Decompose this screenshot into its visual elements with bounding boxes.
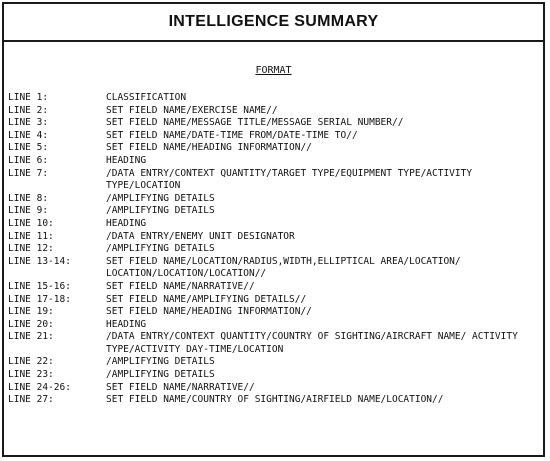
line-text: HEADING <box>106 318 147 330</box>
format-line <box>8 243 539 256</box>
line-label: LINE 2: <box>8 104 49 116</box>
line-label: LINE 10: <box>8 217 54 229</box>
line-text: /AMPLIFYING DETAILS <box>106 356 215 368</box>
line-label: LINE 20: <box>8 318 54 330</box>
line-label: LINE 13-14: <box>8 255 71 267</box>
format-line <box>8 105 539 118</box>
document-frame <box>2 2 545 457</box>
line-text: /AMPLIFYING DETAILS <box>106 192 215 204</box>
line-text: SET FIELD NAME/NARRATIVE// <box>106 381 255 393</box>
line-text: HEADING <box>106 154 147 166</box>
line-text: /AMPLIFYING DETAILS <box>106 205 215 217</box>
line-text: SET FIELD NAME/EXERCISE NAME// <box>106 104 278 116</box>
line-label: LINE 4: <box>8 129 49 141</box>
line-text: /AMPLIFYING DETAILS <box>106 369 215 381</box>
line-label: LINE 23: <box>8 369 54 381</box>
line-label: LINE 9: <box>8 205 49 217</box>
format-line <box>8 331 539 356</box>
line-text: CLASSIFICATION <box>106 92 187 103</box>
format-line <box>8 218 539 231</box>
line-text: SET FIELD NAME/MESSAGE TITLE/MESSAGE SERIAL NUMBER// <box>106 117 404 129</box>
line-text: SET FIELD NAME/AMPLIFYING DETAILS// <box>106 293 307 305</box>
format-line <box>8 382 539 395</box>
document-title: INTELLIGENCE SUMMARY <box>4 4 543 42</box>
line-label: LINE 21: <box>8 331 54 343</box>
line-label: LINE 5: <box>8 142 49 154</box>
line-label: LINE 15-16: <box>8 280 71 292</box>
format-lines <box>8 92 539 407</box>
format-line <box>8 394 539 407</box>
line-label: LINE 17-18: <box>8 293 71 305</box>
format-line <box>8 117 539 130</box>
format-line <box>8 231 539 244</box>
format-line <box>8 306 539 319</box>
line-label: LINE 11: <box>8 230 54 242</box>
line-label: LINE 12: <box>8 243 54 255</box>
format-line <box>8 142 539 155</box>
line-text: SET FIELD NAME/NARRATIVE// <box>106 280 255 292</box>
line-text: /DATA ENTRY/CONTEXT QUANTITY/COUNTRY OF SIGHTING/AIRCRAFT NAME/ ACTIVITY TYPE/ACTIVITY DAY-TIME/LOCATION <box>106 331 518 355</box>
line-label: LINE 19: <box>8 306 54 318</box>
line-label: LINE 1: <box>8 92 49 103</box>
line-label: LINE 8: <box>8 192 49 204</box>
line-label: LINE 24-26: <box>8 381 71 393</box>
line-text: SET FIELD NAME/DATE-TIME FROM/DATE-TIME TO// <box>106 129 358 141</box>
format-line <box>8 155 539 168</box>
format-line <box>8 356 539 369</box>
line-label: LINE 22: <box>8 356 54 368</box>
line-text: /AMPLIFYING DETAILS <box>106 243 215 255</box>
format-heading: FORMAT <box>255 65 292 76</box>
format-line <box>8 92 539 105</box>
line-label: LINE 3: <box>8 117 49 129</box>
format-line <box>8 319 539 332</box>
format-line <box>8 369 539 382</box>
line-label: LINE 27: <box>8 394 54 406</box>
line-text: SET FIELD NAME/HEADING INFORMATION// <box>106 306 312 318</box>
format-line <box>8 193 539 206</box>
format-line <box>8 281 539 294</box>
format-line <box>8 256 539 281</box>
format-line <box>8 168 539 193</box>
line-label: LINE 6: <box>8 154 49 166</box>
line-text: SET FIELD NAME/COUNTRY OF SIGHTING/AIRFIELD NAME/LOCATION// <box>106 394 444 406</box>
line-label: LINE 7: <box>8 167 49 179</box>
line-text: HEADING <box>106 217 147 229</box>
line-text: /DATA ENTRY/CONTEXT QUANTITY/TARGET TYPE/EQUIPMENT TYPE/ACTIVITY TYPE/LOCATION <box>106 167 473 192</box>
format-line <box>8 205 539 218</box>
format-line <box>8 130 539 143</box>
line-text: SET FIELD NAME/HEADING INFORMATION// <box>106 142 312 154</box>
format-line <box>8 294 539 307</box>
line-text: SET FIELD NAME/LOCATION/RADIUS,WIDTH,ELLIPTICAL AREA/LOCATION/ LOCATION/LOCATION/LOCATION// <box>106 255 461 280</box>
line-text: /DATA ENTRY/ENEMY UNIT DESIGNATOR <box>106 230 295 242</box>
